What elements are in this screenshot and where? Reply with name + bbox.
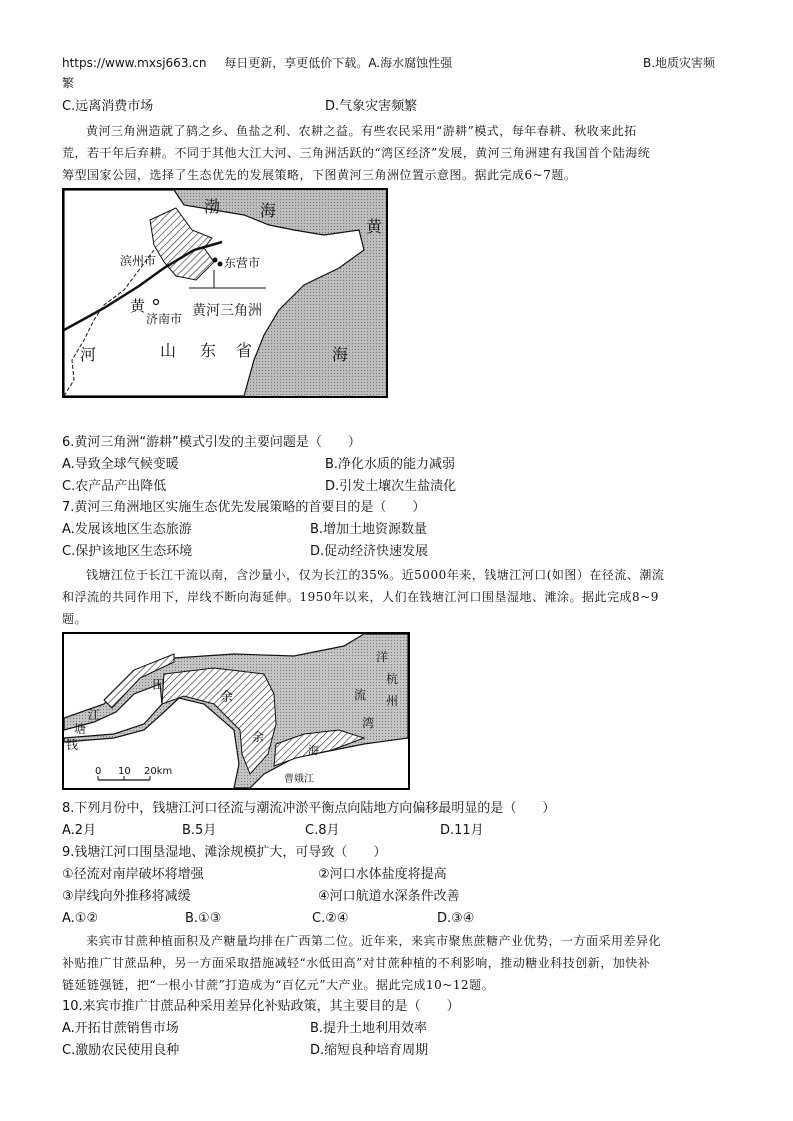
label-tian: 田 (152, 678, 166, 693)
scale-10: 10 (118, 766, 131, 777)
passage2-line3: 题。 (62, 612, 88, 626)
q8-option-c[interactable]: C.8月 (305, 823, 340, 838)
label-dongying: 东营市 (224, 256, 261, 270)
passage3-line3: 链延链强链，把“一根小甘蔗”打造成为“百亿元”大产业。据此完成10~12题。 (62, 978, 495, 992)
qiantang-estuary-map (62, 632, 410, 790)
q10-option-d[interactable]: D.缩短良种培育周期 (310, 1043, 429, 1058)
label-bo: 渤 (204, 197, 221, 216)
q10-option-c[interactable]: C.激励农民使用良种 (62, 1043, 180, 1058)
q10-option-b[interactable]: B.提升土地利用效率 (310, 1021, 428, 1036)
q6-option-d[interactable]: D.引发土壤次生盐渍化 (325, 479, 457, 494)
scale-20km: 20km (144, 766, 173, 777)
q9-statement-2: ②河口水体盐度将提高 (318, 867, 447, 882)
label-qian: 钱 (66, 738, 79, 752)
dongying-dot (218, 262, 223, 267)
q7-stem: 7.黄河三角洲地区实施生态优先发展策略的首要目的是（ ） (62, 500, 426, 515)
q7-option-a[interactable]: A.发展该地区生态旅游 (62, 522, 192, 537)
label-dong: 东 (200, 341, 217, 360)
label-sheng: 省 (236, 341, 253, 360)
label-shan: 山 (160, 341, 177, 360)
label-huang-sea: 黄 (366, 217, 383, 236)
passage3-line2: 补贴推广甘蔗品种，另一方面采取措施减轻“水低田高”对甘蔗种植的不利影响，推动糖业科技创新，加快补 (62, 956, 651, 970)
q5-option-b: B.地质灾害频 (643, 56, 716, 70)
label-tang: 塘 (74, 722, 87, 736)
label-ping: 海 (308, 744, 319, 757)
q8-stem: 8.下列月份中，钱塘江河口径流与潮流冲淤平衡点向陆地方向偏移最明显的是（ ） (62, 801, 556, 816)
q6-option-b[interactable]: B.净化水质的能力减弱 (325, 457, 456, 472)
reclaimed-area-south (162, 668, 276, 774)
q8-option-a[interactable]: A.2月 (62, 823, 97, 838)
label-binzhou: 滨州市 (120, 254, 157, 268)
label-yang: 洋 (376, 650, 389, 664)
label-zhou: 州 (386, 694, 399, 708)
binzhou-dot (213, 258, 218, 263)
q9-option-a[interactable]: A.①② (62, 911, 99, 926)
q8-option-d[interactable]: D.11月 (440, 823, 484, 838)
q9-option-b[interactable]: B.①③ (185, 911, 222, 926)
q9-statement-1: ①径流对南岸破坏将增强 (62, 867, 204, 882)
passage2-line1: 钱塘江位于长江干流以南，含沙量小，仅为长江的35%。近5000年来，钱塘江河口(如图）在径流、潮流 (86, 568, 665, 582)
q9-option-d[interactable]: D.③④ (437, 911, 475, 926)
source-url[interactable]: https://www.mxsj663.cn (62, 56, 207, 70)
q10-option-a[interactable]: A.开拓甘蔗销售市场 (62, 1021, 179, 1036)
q9-statement-3: ③岸线向外推移将减缓 (62, 889, 191, 904)
label-jiang: 江 (88, 708, 101, 722)
q7-option-c[interactable]: C.保护该地区生态环境 (62, 544, 193, 559)
q5-option-b-cont: 繁 (62, 76, 75, 90)
q9-statement-4: ④河口航道水深条件改善 (318, 889, 460, 904)
q5-option-d: D.气象灾害频繁 (325, 99, 418, 114)
q5-option-c: C.远离消费市场 (62, 99, 154, 114)
q9-stem: 9.钱塘江河口围垦湿地、滩涂规模扩大，可导致（ ） (62, 845, 387, 860)
passage1-line3: 筹型国家公园，选择了生态优先的发展策略，下图黄河三角洲位置示意图。据此完成6~7题。 (62, 168, 577, 182)
label-caoe-river: 曹娥江 (284, 774, 314, 785)
passage1-line2: 荒，若干年后弃耕。不同于其他大江大河、三角洲活跃的“湾区经济”发展，黄河三角洲建有我国首个陆海统 (62, 146, 651, 160)
label-wan: 湾 (362, 716, 375, 730)
q6-stem: 6.黄河三角洲“游耕”模式引发的主要问题是（ ） (62, 435, 361, 450)
label-liu: 流 (354, 688, 367, 702)
q6-option-a[interactable]: A.导致全球气候变暖 (62, 457, 179, 472)
label-hai: 海 (260, 201, 277, 220)
scale-0: 0 (95, 766, 102, 777)
label-jinan: 济南市 (146, 312, 183, 326)
label-delta: 黄河三角洲 (192, 303, 262, 319)
q7-option-b[interactable]: B.增加土地资源数量 (310, 522, 428, 537)
label-chi: 余 (252, 730, 265, 744)
q9-option-c[interactable]: C.②④ (312, 911, 349, 926)
yellow-river-delta-map (62, 188, 388, 398)
label-hang: 杭 (386, 672, 399, 686)
header-line (62, 54, 452, 72)
q10-stem: 10.来宾市推广甘蔗品种采用差异化补贴政策，其主要目的是（ ） (62, 999, 460, 1014)
label-hai2: 海 (332, 345, 349, 364)
label-he: 河 (80, 345, 97, 364)
label-huang: 黄 (130, 297, 146, 315)
q6-option-c[interactable]: C.农产品产出降低 (62, 479, 167, 494)
promo-text: 每日更新，享更低价下载。 (224, 56, 369, 70)
q7-option-d[interactable]: D.促动经济快速发展 (310, 544, 429, 559)
passage3-line1: 来宾市甘蔗种植面积及产糖量均排在广西第二位。近年来，来宾市聚焦蔗糖产业优势，一方面采用差异化 (86, 934, 662, 948)
passage1-line1: 黄河三角洲造就了鸫之乡、鱼盐之利、农耕之益。有些农民采用“游耕”模式，每年春耕、秋收来此拓 (86, 124, 637, 138)
q5-option-a: A.海水腐蚀性强 (368, 56, 453, 70)
label-yu: 余 (220, 690, 234, 705)
q8-option-b[interactable]: B.5月 (182, 823, 217, 838)
passage2-line2: 和浮流的共同作用下，岸线不断向海延伸。1950年以来，人们在钱塘江河口围垦湿地、滩涂。据此完成8~9 (62, 590, 659, 604)
